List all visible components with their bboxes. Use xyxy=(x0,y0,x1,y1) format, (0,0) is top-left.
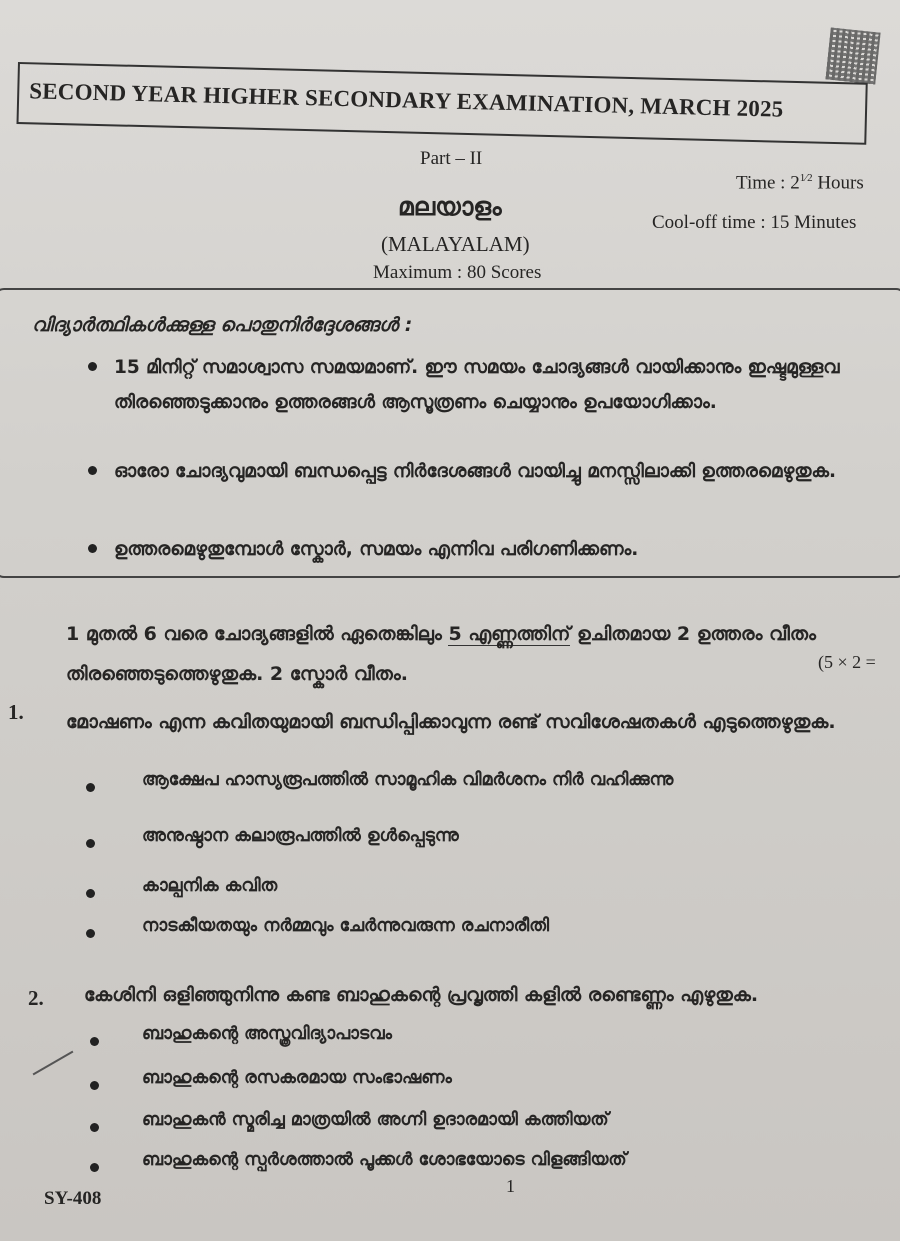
bullet-icon xyxy=(88,362,97,371)
subject-malayalam: മലയാളം xyxy=(398,192,502,221)
section-instruction: 1 മുതൽ 6 വരെ ചോദ്യങ്ങളിൽ ഏതെങ്കിലും 5 എണ്ണത്തിന് ഉചിതമായ 2 ഉത്തരം വീതം തിരഞ്ഞെടുത്തെഴുതുക. 2 സ്കോർ വീതം. xyxy=(66,623,816,685)
option-item: അനുഷ്ഠാന കലാരൂപത്തിൽ ഉൾപ്പെടുന്നു xyxy=(142,826,459,846)
bullet-icon xyxy=(86,929,95,938)
instruction-2: ഓരോ ചോദ്യവുമായി ബന്ധപ്പെട്ട നിർദേശങ്ങൾ വായിച്ചു മനസ്സിലാക്കി ഉത്തരമെഴുതുക. xyxy=(114,461,837,482)
cool-off-time: Cool-off time : 15 Minutes xyxy=(652,212,857,233)
bullet-icon xyxy=(86,839,95,848)
question-number: 2. xyxy=(28,986,44,1010)
exam-title-box xyxy=(16,62,867,145)
option-item: ബാഹുകന്റെ അസ്ത്രവിദ്യാപാടവം xyxy=(142,1024,392,1044)
bullet-icon xyxy=(90,1081,99,1090)
question-text: മോഷണം എന്ന കവിതയുമായി ബന്ധിപ്പിക്കാവുന്ന രണ്ട് സവിശേഷതകൾ എടുത്തെഴുതുക. xyxy=(66,711,836,733)
instruction-3: ഉത്തരമെഴുതുമ്പോൾ സ്കോർ, സമയം എന്നിവ പരിഗണിക്കണം. xyxy=(114,539,639,560)
bullet-icon xyxy=(86,889,95,898)
maximum-scores: Maximum : 80 Scores xyxy=(373,262,542,283)
option-item: കാല്പനിക കവിത xyxy=(142,876,278,896)
option-item: ബാഹുകൻ സ്മരിച്ച മാത്രയിൽ അഗ്നി ഉദാരമായി കത്തിയത് xyxy=(142,1110,609,1130)
bullet-icon xyxy=(90,1037,99,1046)
bullet-icon xyxy=(86,783,95,792)
part-label: Part – II xyxy=(420,148,483,169)
paper-code: SY-408 xyxy=(44,1188,102,1209)
instruction-1: 15 മിനിറ്റ് സമാശ്വാസ സമയമാണ്. ഈ സമയം ചോദ്യങ്ങൾ വായിക്കാനും ഇഷ്ടമുള്ളവ തിരഞ്ഞെടുക്കാനും ഉത്തരങ്ങൾ ആസൂത്രണം ചെയ്യാനും ഉപയോഗിക്കാം. xyxy=(114,357,840,413)
option-item: ബാഹുകന്റെ സ്പർശത്താൽ പൂക്കൾ ശോഭയോടെ വിളങ്ങിയത് xyxy=(142,1150,627,1170)
option-item: ബാഹുകന്റെ രസകരമായ സംഭാഷണം xyxy=(142,1068,452,1088)
bullet-icon xyxy=(90,1163,99,1172)
section-score: (5 × 2 = xyxy=(818,652,876,672)
qr-code-image xyxy=(825,28,880,85)
exam-title: SECOND YEAR HIGHER SECONDARY EXAMINATION, MARCH 2025 xyxy=(28,78,784,122)
question-text: കേശിനി ഒളിഞ്ഞുനിന്നു കണ്ട ബാഹുകന്റെ പ്രവൃത്തി കളിൽ രണ്ടെണ്ണം എഴുതുക. xyxy=(84,984,759,1006)
instructions-title: വിദ്യാർത്ഥികൾക്കുള്ള പൊതുനിർദ്ദേശങ്ങൾ : xyxy=(32,314,413,336)
pencil-mark xyxy=(33,1051,74,1076)
bullet-icon xyxy=(90,1123,99,1132)
option-item: ആക്ഷേപ ഹാസ്യരൂപത്തിൽ സാമൂഹിക വിമർശനം നിർ വഹിക്കുന്നു xyxy=(142,770,674,790)
bullet-icon xyxy=(88,466,97,475)
subject-english: (MALAYALAM) xyxy=(381,232,530,256)
bullet-icon xyxy=(88,544,97,553)
page-number: 1 xyxy=(506,1176,515,1196)
time-allowed: Time : $2^{1⁄2}$ Hours xyxy=(736,172,864,194)
question-number: 1. xyxy=(8,700,24,724)
option-item: നാടകീയതയും നർമ്മവും ചേർന്നുവരുന്ന രചനാരീതി xyxy=(142,916,549,936)
